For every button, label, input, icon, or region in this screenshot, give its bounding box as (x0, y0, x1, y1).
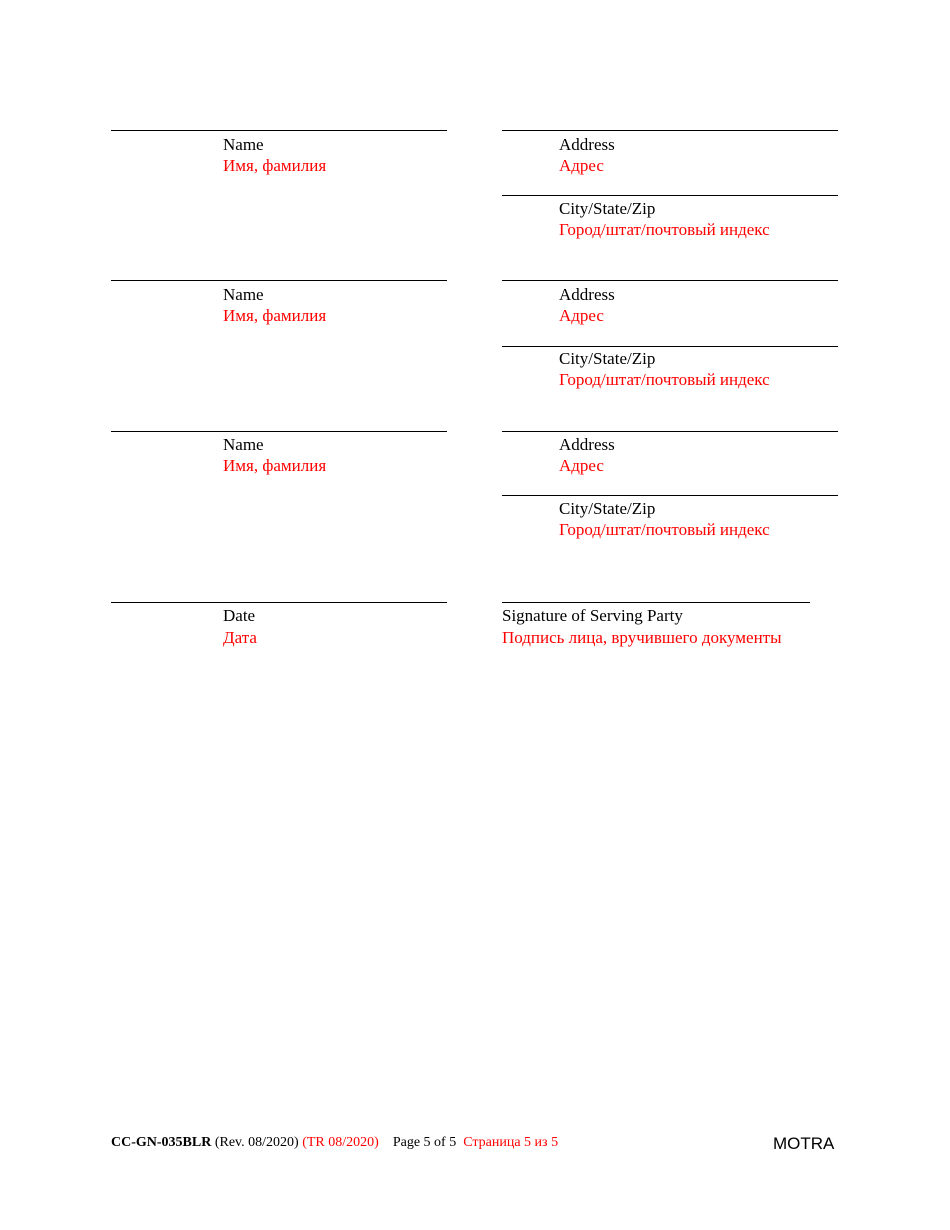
address-label-2: Address (559, 285, 615, 304)
page-number-tr: Страница 5 из 5 (463, 1135, 559, 1150)
address-label-tr-2: Адрес (559, 306, 604, 325)
name-label-1: Name (223, 135, 264, 154)
name-label-tr-2: Имя, фамилия (223, 306, 327, 325)
city-label-2: City/State/Zip (559, 349, 656, 368)
date-label: Date (223, 606, 256, 625)
city-label-1: City/State/Zip (559, 199, 656, 218)
name-line-1[interactable] (111, 130, 447, 131)
name-line-2[interactable] (111, 280, 447, 281)
translation-revision: (TR 08/2020) (302, 1135, 379, 1150)
name-label-tr-3: Имя, фамилия (223, 456, 327, 475)
name-line-3[interactable] (111, 431, 447, 432)
city-line-1[interactable] (502, 195, 838, 196)
name-label-3: Name (223, 435, 264, 454)
city-label-tr-2: Город/штат/почтовый индекс (559, 370, 770, 389)
address-line-2[interactable] (502, 280, 838, 281)
footer (111, 1135, 558, 1151)
signature-label: Signature of Serving Party (502, 606, 683, 625)
city-line-2[interactable] (502, 346, 838, 347)
address-label-3: Address (559, 435, 615, 454)
name-label-2: Name (223, 285, 264, 304)
signature-label-tr: Подпись лица, вручившего документы (502, 628, 782, 647)
page-number: Page 5 of 5 (392, 1135, 457, 1150)
date-label-tr: Дата (223, 628, 257, 647)
address-label-1: Address (559, 135, 615, 154)
signature-line[interactable] (502, 602, 810, 603)
revision: (Rev. 08/2020) (214, 1135, 299, 1150)
address-line-1[interactable] (502, 130, 838, 131)
brand-mark: MOTRA (773, 1134, 835, 1153)
date-line[interactable] (111, 602, 447, 603)
name-label-tr-1: Имя, фамилия (223, 156, 327, 175)
form-id: CC-GN-035BLR (111, 1135, 212, 1150)
city-label-tr-1: Город/штат/почтовый индекс (559, 220, 770, 239)
city-label-tr-3: Город/штат/почтовый индекс (559, 520, 770, 539)
address-line-3[interactable] (502, 431, 838, 432)
address-label-tr-3: Адрес (559, 456, 604, 475)
city-label-3: City/State/Zip (559, 499, 656, 518)
address-label-tr-1: Адрес (559, 156, 604, 175)
city-line-3[interactable] (502, 495, 838, 496)
